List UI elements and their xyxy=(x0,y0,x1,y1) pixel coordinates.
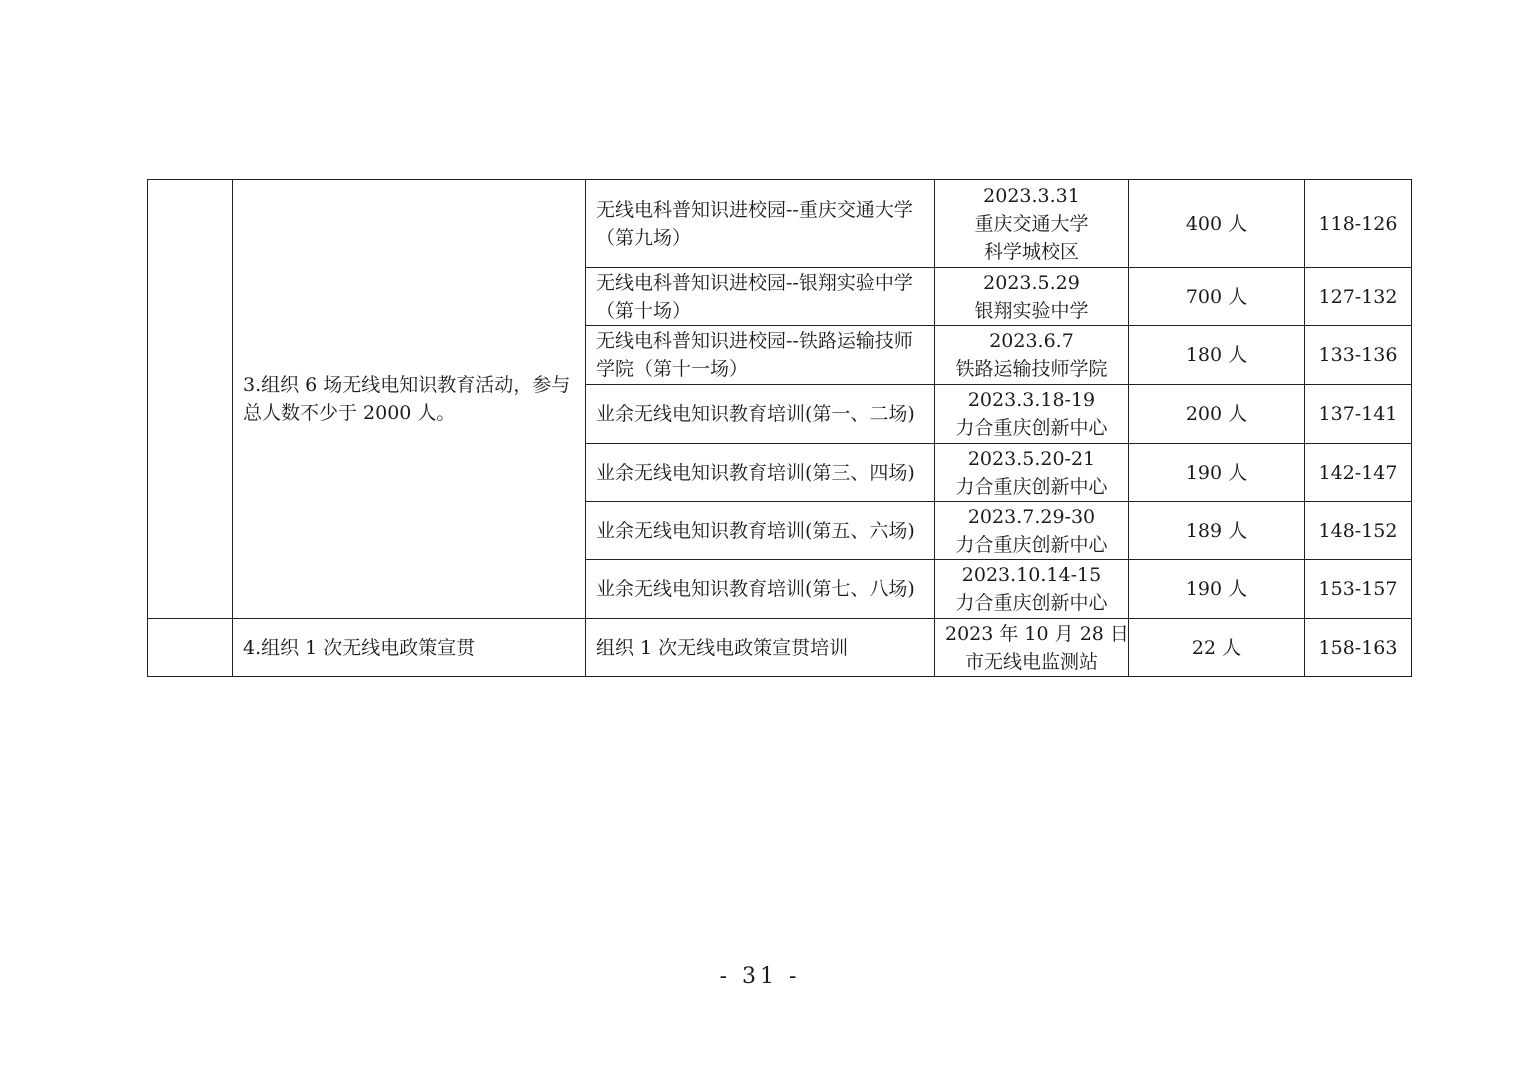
row-number-cell xyxy=(148,619,233,677)
activity-cell: 无线电科普知识进校园--铁路运输技师学院（第十一场） xyxy=(586,326,935,385)
participant-count-cell: 190 人 xyxy=(1129,444,1305,502)
participant-count-cell: 180 人 xyxy=(1129,326,1305,385)
participant-count-cell: 200 人 xyxy=(1129,385,1305,444)
activity-cell: 无线电科普知识进校园--重庆交通大学（第九场） xyxy=(586,180,935,268)
date-location-line: 2023.10.14-15 xyxy=(961,564,1102,586)
participant-count-cell: 190 人 xyxy=(1129,560,1305,619)
date-location-cell xyxy=(935,444,1129,502)
activity-cell: 业余无线电知识教育培训(第七、八场) xyxy=(586,560,935,619)
activity-cell: 业余无线电知识教育培训(第一、二场) xyxy=(586,385,935,444)
date-location-line: 重庆交通大学 xyxy=(974,212,1089,235)
date-location-cell xyxy=(935,180,1129,268)
participant-count-cell: 700 人 xyxy=(1129,268,1305,326)
page-range-cell: 153-157 xyxy=(1305,560,1412,619)
date-location-line: 2023.5.20-21 xyxy=(967,447,1096,470)
page-range-cell: 118-126 xyxy=(1305,180,1412,268)
date-location-line: 2023.3.18-19 xyxy=(967,389,1096,411)
page-range-cell: 127-132 xyxy=(1305,268,1412,326)
date-location-line: 力合重庆创新中心 xyxy=(955,533,1108,556)
task-description-cell: 3.组织 6 场无线电知识教育活动，参与总人数不少于 2000 人。 xyxy=(233,180,586,619)
date-location-line: 铁路运输技师学院 xyxy=(955,358,1108,380)
date-location-line: 2023.6.7 xyxy=(989,330,1074,352)
date-location-cell xyxy=(935,385,1129,444)
date-location-line: 科学城校区 xyxy=(983,240,1079,263)
date-location-line: 力合重庆创新中心 xyxy=(955,592,1108,614)
table-row xyxy=(148,180,1412,268)
page-range-cell: 148-152 xyxy=(1305,502,1412,560)
page-number: - 31 - xyxy=(719,964,801,989)
participant-count-cell: 189 人 xyxy=(1129,502,1305,560)
participant-count-cell: 400 人 xyxy=(1129,180,1305,268)
page-range-cell: 133-136 xyxy=(1305,326,1412,385)
date-location-line: 2023.7.29-30 xyxy=(967,505,1096,528)
date-location-cell xyxy=(935,268,1129,326)
date-location-cell xyxy=(935,326,1129,385)
date-location-line: 2023.3.31 xyxy=(983,184,1080,207)
task-description-cell: 4.组织 1 次无线电政策宣贯 xyxy=(233,619,586,677)
date-location-cell xyxy=(935,619,1129,677)
date-location-line: 2023.5.29 xyxy=(983,271,1080,294)
activity-cell: 业余无线电知识教育培训(第三、四场) xyxy=(586,444,935,502)
date-location-cell xyxy=(935,502,1129,560)
date-location-line: 2023 年 10 月 28 日 xyxy=(945,622,1129,645)
page-range-cell: 142-147 xyxy=(1305,444,1412,502)
page-range-cell: 158-163 xyxy=(1305,619,1412,677)
date-location-cell xyxy=(935,560,1129,619)
activity-cell: 无线电科普知识进校园--银翔实验中学（第十场） xyxy=(586,268,935,326)
date-location-line: 力合重庆创新中心 xyxy=(955,417,1108,439)
table-row xyxy=(148,619,1412,677)
date-location-line: 市无线电监测站 xyxy=(964,650,1098,673)
participant-count-cell: 22 人 xyxy=(1129,619,1305,677)
row-number-cell xyxy=(148,180,233,619)
date-location-line: 力合重庆创新中心 xyxy=(955,475,1108,498)
page-range-cell: 137-141 xyxy=(1305,385,1412,444)
table-body xyxy=(148,180,1412,677)
activity-cell: 组织 1 次无线电政策宣贯培训 xyxy=(586,619,935,677)
date-location-line: 银翔实验中学 xyxy=(974,299,1089,322)
evidence-table xyxy=(147,179,1412,677)
activity-cell: 业余无线电知识教育培训(第五、六场) xyxy=(586,502,935,560)
